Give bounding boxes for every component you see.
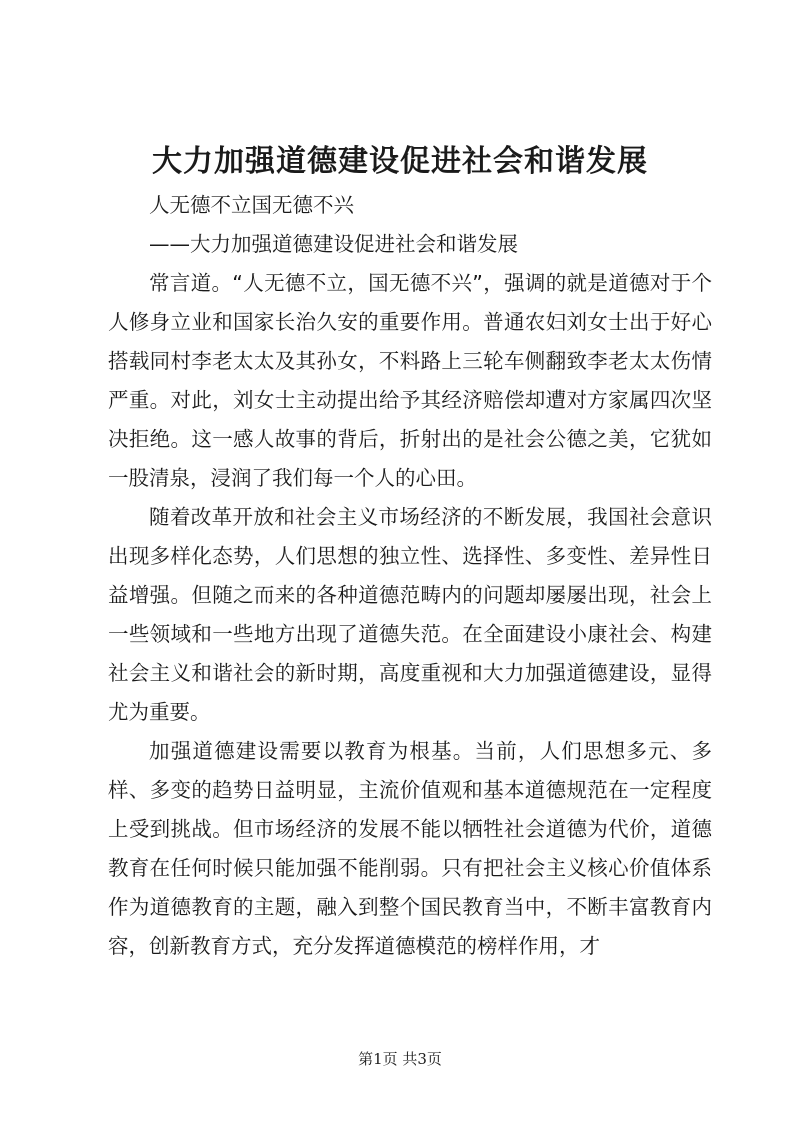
paragraph: 加强道德建设需要以教育为根基。当前，人们思想多元、多样、多变的趋势日益明显，主流价值观和基本道德规范在一定程度上受到挑战。但市场经济的发展不能以牺牲社会道德为代价，道德教育在任何时候只能加强不能削弱。只有把社会主义核心价值体系作为道德教育的主题，融入到整个国民教育当中，不断丰富教育内容，创新教育方式，充分发挥道德模范的榜样作用，才 [108,739,712,958]
subtitle-line: 人无德不立国无德不兴 [149,193,354,217]
subtitle-dash-line: ——大力加强道德建设促进社会和谐发展 [149,232,518,256]
document-title: 大力加强道德建设促进社会和谐发展 [152,144,648,179]
page-footer: 第1页 共3页 [358,1050,442,1068]
paragraph: 常言道。“人无德不立，国无德不兴”，强调的就是道德对于个人修身立业和国家长治久安的重要作用。普通农妇刘女士出于好心搭载同村李老太太及其孙女，不料路上三轮车侧翻致李老太太伤情严重。对此，刘女士主动提出给予其经济赔偿却遭对方家属四次坚决拒绝。这一感人故事的背后，折射出的是社会公德之美，它犹如一股清泉，浸润了我们每一个人的心田。 [108,271,712,490]
paragraph: 随着改革开放和社会主义市场经济的不断发展，我国社会意识出现多样化态势，人们思想的独立性、选择性、多变性、差异性日益增强。但随之而来的各种道德范畴内的问题却屡屡出现，社会上一些领域和一些地方出现了道德失范。在全面建设小康社会、构建社会主义和谐社会的新时期，高度重视和大力加强道德建设，显得尤为重要。 [108,505,712,724]
document-body [108,186,712,966]
